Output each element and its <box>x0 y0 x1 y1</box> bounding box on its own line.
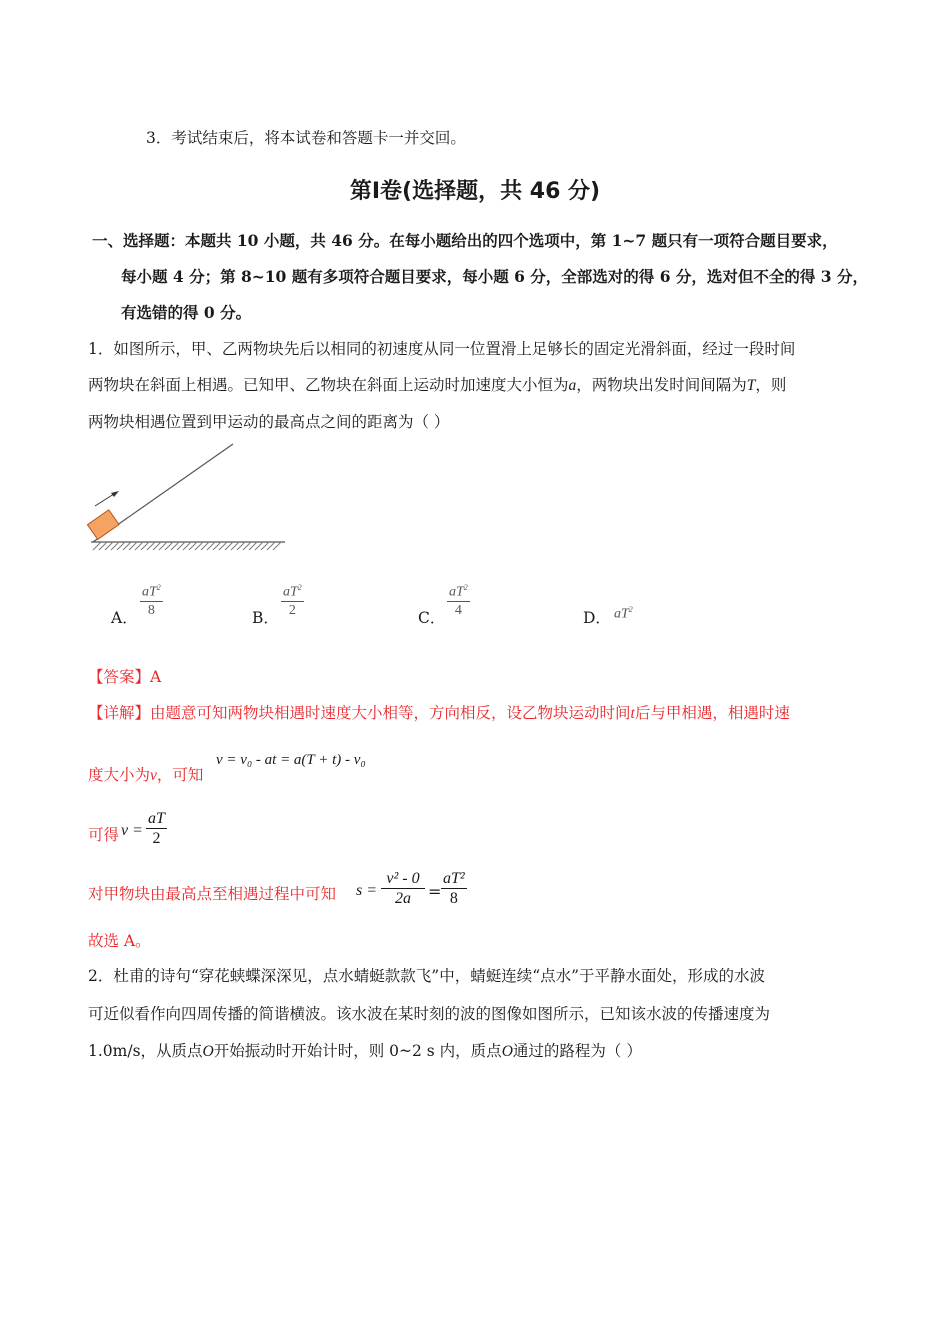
equation-3-fraction-2: $\frac{\text{aT²}}{8}$ <box>443 870 465 907</box>
section-title: 第Ⅰ卷(选择题，共 46 分) <box>349 179 601 204</box>
var-T: T <box>746 377 756 394</box>
equation-2-fraction: $\frac{aT}{2}$ <box>148 810 165 847</box>
part1-line2: 每小题 4 分；第 8~10 题有多项符合题目要求，每小题 6 分，全部选对的得 6 分，选对但不全的得 3 分， <box>121 267 868 286</box>
option-d-label: D． <box>583 609 611 627</box>
detail-line1: 【详解】由题意可知两物块相遇时速度大小相等，方向相反，设乙物块运动时间t后与甲相遇，相遇时速 <box>88 704 790 722</box>
option-c-label: C． <box>418 609 446 627</box>
detail-line4: 对甲物块由最高点至相遇过程中可知 <box>88 885 337 903</box>
option-b-fraction: $\frac{aT^2}{2}$ <box>283 583 302 618</box>
velocity-arrow-icon <box>95 491 119 506</box>
q2-line3: 1.0m/s，从质点O开始振动时开始计时，则 0~2 s 内，质点O通过的路程为（ ） <box>88 1042 642 1060</box>
conclusion: 故选 A。 <box>88 932 151 950</box>
equation-3-equals: = <box>428 882 442 901</box>
part1-line3: 有选错的得 0 分。 <box>121 303 252 322</box>
equation-1: v = v₀ - at = a(T + t) - v₀ <box>216 752 366 768</box>
incline-figure <box>85 438 295 556</box>
part1-line1: 一、选择题：本题共 10 小题，共 46 分。在每小题给出的四个选项中，第 1~7 题只有一项符合题目要求， <box>92 231 838 250</box>
option-d-expr: $aT^2$ <box>614 605 633 622</box>
equation-3-fraction-1: $\frac{\text{v² - 0}}{2a}$ <box>381 870 425 908</box>
equation-3-lhs: s = <box>356 882 378 899</box>
block <box>87 510 119 540</box>
equation-2-lhs: v = <box>121 822 143 839</box>
detail-line3: 可得 <box>88 826 120 844</box>
ground-hatching <box>93 542 281 550</box>
answer-label: 【答案】A <box>88 668 162 686</box>
option-a-fraction: $\frac{aT^2}{8}$ <box>142 583 161 618</box>
option-b-label: B． <box>252 609 279 627</box>
q2-line2: 可近似看作向四周传播的简谐横波。该水波在某时刻的波的图像如图所示，已知该水波的传播速度为 <box>88 1005 771 1023</box>
q2-line1: 2．杜甫的诗句“穿花蛱蝶深深见，点水蜻蜓款款飞”中，蜻蜓连续“点水”于平静水面处，形成的水波 <box>88 967 766 985</box>
q1-line3: 两物块相遇位置到甲运动的最高点之间的距离为（ ） <box>88 413 450 431</box>
option-c-fraction: $\frac{aT^2}{4}$ <box>449 583 468 618</box>
q1-line1: 1．如图所示，甲、乙两物块先后以相同的初速度从同一位置滑上足够长的固定光滑斜面，经过一段时间 <box>88 340 796 358</box>
detail-line2: 度大小为v，可知 <box>88 766 204 784</box>
instruction-3: 3．考试结束后，将本试卷和答题卡一并交回。 <box>146 129 466 147</box>
var-a: a <box>568 377 577 394</box>
option-a-label: A． <box>111 609 138 627</box>
q1-line2: 两物块在斜面上相遇。已知甲、乙物块在斜面上运动时加速度大小恒为a，两物块出发时间间隔为T，则 <box>88 376 787 394</box>
